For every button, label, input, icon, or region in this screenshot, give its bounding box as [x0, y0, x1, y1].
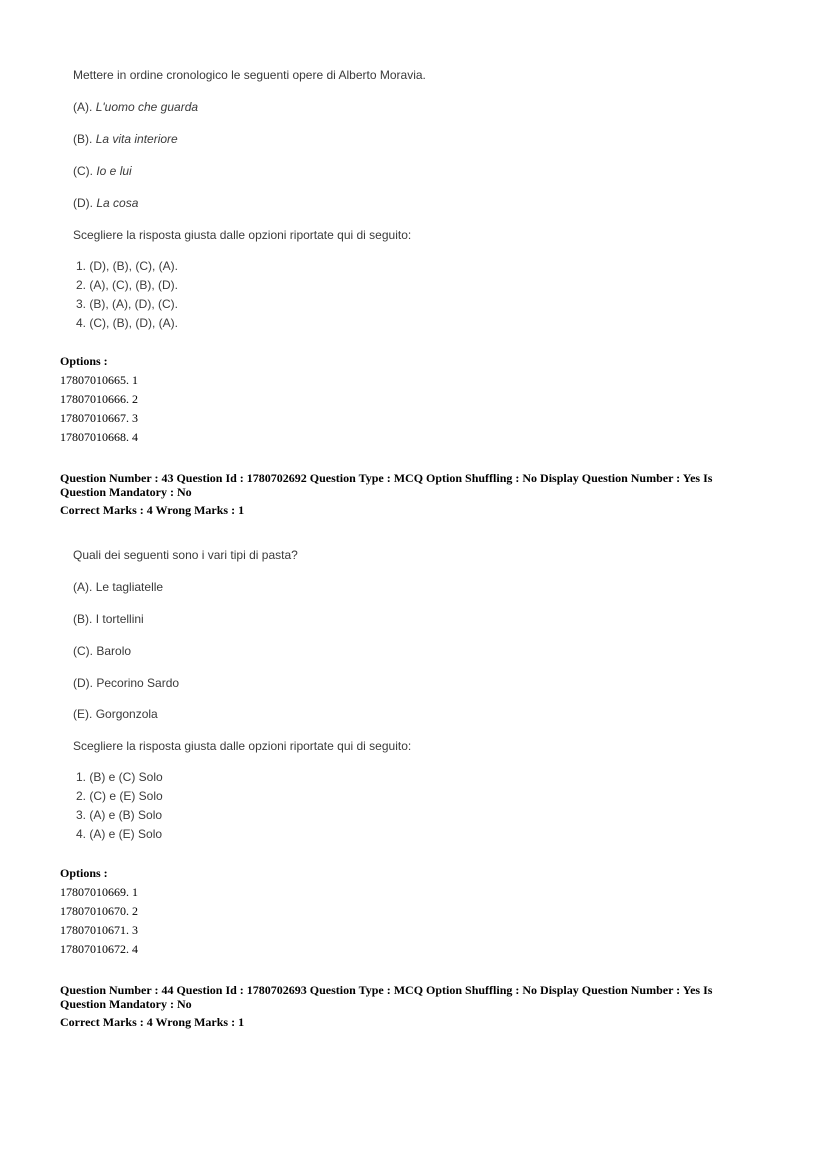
item-c: (C). Io e lui [73, 164, 132, 178]
item-b: (B). I tortellini [73, 612, 144, 626]
options-header: Options : [60, 354, 108, 368]
question-43-meta [60, 471, 760, 517]
item-a: (A). L'uomo che guarda [73, 100, 199, 114]
choice-1: 1. (D), (B), (C), (A). [76, 259, 178, 273]
choice-2: 2. (A), (C), (B), (D). [76, 278, 178, 292]
option-row: 17807010665. 1 [60, 373, 138, 387]
option-row: 17807010669. 1 [60, 885, 138, 899]
options-list-42 [60, 352, 138, 447]
marks-line: Correct Marks : 4 Wrong Marks : 1 [60, 503, 245, 517]
item-b: (B). La vita interiore [73, 132, 178, 146]
item-e: (E). Gorgonzola [73, 707, 158, 721]
option-row: 17807010666. 2 [60, 392, 138, 406]
question-44-meta [60, 983, 760, 1029]
option-row: 17807010672. 4 [60, 942, 138, 956]
choice-4: 4. (A) e (E) Solo [76, 827, 163, 841]
choice-3: 3. (A) e (B) Solo [76, 808, 163, 822]
question-stem: Quali dei seguenti sono i vari tipi di pasta? [73, 548, 298, 562]
question-meta-line: Question Number : 43 Question Id : 1780702692 Question Type : MCQ Option Shuffling : No Display Question Number : Yes Is Question Mandatory : No [60, 471, 713, 499]
marks-line: Correct Marks : 4 Wrong Marks : 1 [60, 1015, 245, 1029]
item-d: (D). La cosa [73, 196, 139, 210]
instruction: Scegliere la risposta giusta dalle opzioni riportate qui di seguito: [73, 739, 412, 753]
choice-4: 4. (C), (B), (D), (A). [76, 316, 178, 330]
option-row: 17807010667. 3 [60, 411, 138, 425]
choice-2: 2. (C) e (E) Solo [76, 789, 163, 803]
option-row: 17807010668. 4 [60, 430, 138, 444]
choice-3: 3. (B), (A), (D), (C). [76, 297, 178, 311]
item-d: (D). Pecorino Sardo [73, 676, 180, 690]
choice-1: 1. (B) e (C) Solo [76, 770, 163, 784]
item-c: (C). Barolo [73, 644, 132, 658]
options-header: Options : [60, 866, 108, 880]
option-row: 17807010671. 3 [60, 923, 138, 937]
question-meta-line: Question Number : 44 Question Id : 1780702693 Question Type : MCQ Option Shuffling : No Display Question Number : Yes Is Question Mandatory : No [60, 983, 713, 1011]
instruction: Scegliere la risposta giusta dalle opzioni riportate qui di seguito: [73, 228, 412, 242]
options-list-43 [60, 864, 138, 959]
option-row: 17807010670. 2 [60, 904, 138, 918]
item-a: (A). Le tagliatelle [73, 580, 164, 594]
question-stem: Mettere in ordine cronologico le seguenti opere di Alberto Moravia. [73, 68, 426, 82]
